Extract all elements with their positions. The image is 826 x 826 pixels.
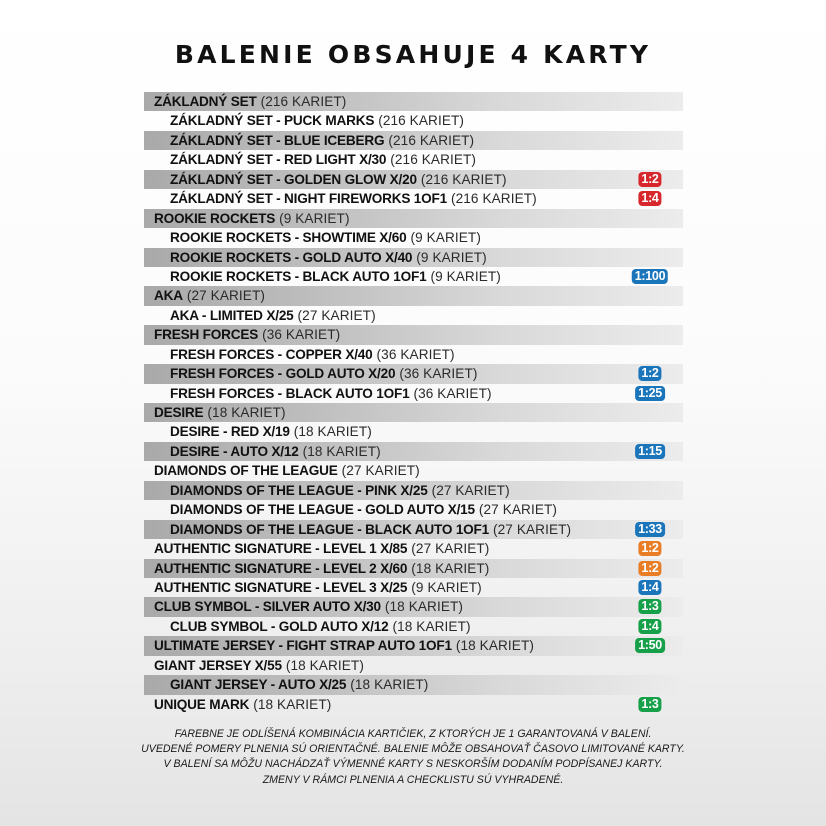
odds-badge: 1:15 bbox=[635, 444, 665, 459]
set-name: DIAMONDS OF THE LEAGUE - GOLD AUTO X/15 bbox=[170, 502, 475, 518]
card-count: (27 KARIET) bbox=[411, 541, 490, 557]
card-count: (27 KARIET) bbox=[186, 288, 266, 304]
card-count: (9 KARIET) bbox=[416, 249, 487, 265]
odds-badge: 1:2 bbox=[638, 561, 661, 576]
disclaimer-line: UVEDENÉ POMERY PLNENIA SÚ ORIENTAČNÉ. BALENIE MÔŽE OBSAHOVAŤ ČASOVO LIMITOVANÉ KARTY. bbox=[141, 743, 685, 756]
row-text bbox=[170, 481, 510, 500]
checklist-parallel-row bbox=[144, 364, 683, 383]
card-count: (36 KARIET) bbox=[262, 327, 341, 343]
card-count: (216 KARIET) bbox=[388, 132, 475, 148]
set-name: AUTHENTIC SIGNATURE - LEVEL 2 X/60 bbox=[154, 560, 408, 576]
card-count: (18 KARIET) bbox=[293, 424, 372, 440]
card-count: (36 KARIET) bbox=[413, 385, 492, 401]
card-count: (9 KARIET) bbox=[430, 268, 501, 284]
card-count: (36 KARIET) bbox=[376, 346, 455, 362]
set-name: FRESH FORCES - GOLD AUTO X/20 bbox=[170, 366, 396, 382]
checklist-parallel-row bbox=[144, 228, 683, 247]
checklist bbox=[144, 92, 683, 714]
checklist-set-row bbox=[144, 656, 683, 675]
title-prefix: BALENIE OBSAHUJE bbox=[174, 40, 511, 69]
disclaimer-line: ZMENY V RÁMCI PLNENIA A CHECKLISTU SÚ VYHRADENÉ. bbox=[262, 773, 564, 786]
card-count: (216 KARIET) bbox=[390, 152, 477, 168]
disclaimer bbox=[0, 727, 826, 788]
checklist-set-row bbox=[144, 597, 683, 616]
card-count: (216 KARIET) bbox=[378, 113, 465, 129]
odds-badge: 1:2 bbox=[638, 541, 661, 556]
row-text bbox=[154, 578, 482, 597]
disclaimer-line: FAREBNE JE ODLÍŠENÁ KOMBINÁCIA KARTIČIEK, Z KTORÝCH JE 1 GARANTOVANÁ V BALENÍ. bbox=[174, 728, 652, 740]
checklist-parallel-row bbox=[144, 422, 683, 441]
set-name: ZÁKLADNÝ SET - RED LIGHT X/30 bbox=[170, 152, 387, 168]
odds-badge: 1:4 bbox=[638, 580, 661, 595]
odds-badge: 1:33 bbox=[635, 522, 665, 537]
set-name: ROOKIE ROCKETS - GOLD AUTO X/40 bbox=[170, 249, 413, 265]
set-name: CLUB SYMBOL - SILVER AUTO X/30 bbox=[154, 599, 381, 615]
disclaimer-line: V BALENÍ SA MÔŽU NACHÁDZAŤ VÝMENNÉ KARTY S NESKORŠÍM DODANÍM PODPÍSANEJ KARTY. bbox=[163, 758, 663, 771]
row-text bbox=[170, 422, 372, 441]
checklist-parallel-row bbox=[144, 111, 683, 130]
row-text bbox=[154, 695, 331, 714]
checklist-set-row bbox=[144, 461, 683, 480]
odds-badge: 1:100 bbox=[632, 269, 668, 284]
row-text bbox=[154, 403, 286, 422]
checklist-parallel-row bbox=[144, 345, 683, 364]
set-name: ROOKIE ROCKETS - BLACK AUTO 1OF1 bbox=[170, 268, 427, 284]
checklist-set-row bbox=[144, 578, 683, 597]
checklist-set-row bbox=[144, 695, 683, 714]
set-name: DIAMONDS OF THE LEAGUE - BLACK AUTO 1OF1 bbox=[170, 521, 490, 537]
card-count: (27 KARIET) bbox=[478, 502, 558, 518]
row-text bbox=[170, 228, 481, 247]
row-text bbox=[170, 189, 537, 208]
checklist-set-row bbox=[144, 403, 683, 422]
card-count: (18 KARIET) bbox=[302, 443, 381, 459]
checklist-set-row bbox=[144, 559, 683, 578]
set-name: FRESH FORCES bbox=[154, 327, 259, 343]
checklist-parallel-row bbox=[144, 520, 683, 539]
set-name: DIAMONDS OF THE LEAGUE bbox=[154, 463, 338, 479]
set-name: ZÁKLADNÝ SET - PUCK MARKS bbox=[170, 113, 375, 129]
checklist-set-row bbox=[144, 636, 683, 655]
set-name: FRESH FORCES - BLACK AUTO 1OF1 bbox=[170, 385, 410, 401]
set-name: CLUB SYMBOL - GOLD AUTO X/12 bbox=[170, 618, 389, 634]
set-name: AKA - LIMITED X/25 bbox=[170, 307, 294, 323]
row-text bbox=[154, 325, 340, 344]
row-text bbox=[154, 636, 534, 655]
row-text bbox=[170, 617, 471, 636]
set-name: ULTIMATE JERSEY - FIGHT STRAP AUTO 1OF1 bbox=[154, 638, 452, 654]
odds-badge: 1:4 bbox=[638, 619, 661, 634]
card-count: (9 KARIET) bbox=[411, 579, 482, 595]
row-text bbox=[170, 520, 571, 539]
checklist-parallel-row bbox=[144, 170, 683, 189]
checklist-set-row bbox=[144, 539, 683, 558]
set-name: ZÁKLADNÝ SET - BLUE ICEBERG bbox=[170, 132, 385, 148]
set-name: AKA bbox=[154, 288, 183, 304]
odds-badge: 1:2 bbox=[638, 172, 661, 187]
set-name: ZÁKLADNÝ SET bbox=[154, 94, 257, 109]
row-text bbox=[170, 364, 477, 383]
row-text bbox=[170, 111, 464, 130]
checklist-parallel-row bbox=[144, 384, 683, 403]
set-name: UNIQUE MARK bbox=[154, 696, 250, 712]
card-count: (18 KARIET) bbox=[253, 696, 332, 712]
row-text bbox=[170, 248, 487, 267]
card-count: (18 KARIET) bbox=[350, 677, 429, 693]
card-count: (9 KARIET) bbox=[279, 210, 350, 226]
set-name: GIANT JERSEY X/55 bbox=[154, 657, 282, 673]
row-text bbox=[170, 267, 501, 286]
set-name: DESIRE bbox=[154, 405, 204, 420]
checklist-set-row bbox=[144, 92, 683, 111]
checklist-set-row bbox=[144, 286, 683, 305]
checklist-parallel-row bbox=[144, 150, 683, 169]
row-text bbox=[154, 92, 346, 111]
row-text bbox=[170, 306, 376, 325]
row-text bbox=[154, 539, 489, 558]
card-count: (27 KARIET) bbox=[341, 463, 420, 479]
set-name: AUTHENTIC SIGNATURE - LEVEL 1 X/85 bbox=[154, 541, 408, 557]
card-count: (216 KARIET) bbox=[450, 191, 537, 207]
row-text bbox=[170, 131, 474, 150]
row-text bbox=[154, 286, 265, 305]
set-name: ZÁKLADNÝ SET - GOLDEN GLOW X/20 bbox=[170, 171, 417, 187]
card-count: (27 KARIET) bbox=[431, 482, 510, 498]
odds-badge: 1:25 bbox=[635, 386, 665, 401]
checklist-parallel-row bbox=[144, 131, 683, 150]
card-count: (18 KARIET) bbox=[285, 657, 364, 673]
checklist-parallel-row bbox=[144, 617, 683, 636]
row-text bbox=[154, 559, 489, 578]
set-name: DESIRE - RED X/19 bbox=[170, 424, 290, 440]
card-count: (18 KARIET) bbox=[455, 638, 534, 654]
card-count: (27 KARIET) bbox=[297, 307, 376, 323]
odds-badge: 1:2 bbox=[638, 366, 661, 381]
set-name: ZÁKLADNÝ SET - NIGHT FIREWORKS 1OF1 bbox=[170, 191, 447, 207]
checklist-parallel-row bbox=[144, 267, 683, 286]
set-name: AUTHENTIC SIGNATURE - LEVEL 3 X/25 bbox=[154, 579, 408, 595]
card-count: (18 KARIET) bbox=[207, 405, 286, 420]
checklist-set-row bbox=[144, 209, 683, 228]
title-card-count: 4 KARTY bbox=[510, 40, 652, 69]
checklist-parallel-row bbox=[144, 442, 683, 461]
checklist-parallel-row bbox=[144, 306, 683, 325]
checklist-parallel-row bbox=[144, 481, 683, 500]
checklist-parallel-row bbox=[144, 189, 683, 208]
odds-badge: 1:3 bbox=[638, 599, 661, 614]
card-count: (9 KARIET) bbox=[410, 230, 481, 246]
set-name: FRESH FORCES - COPPER X/40 bbox=[170, 346, 373, 362]
card-count: (18 KARIET) bbox=[384, 599, 464, 615]
row-text bbox=[154, 597, 463, 616]
row-text bbox=[170, 170, 507, 189]
card-count: (216 KARIET) bbox=[420, 171, 507, 187]
checklist-parallel-row bbox=[144, 248, 683, 267]
checklist-parallel-row bbox=[144, 675, 683, 694]
set-name: DESIRE - AUTO X/12 bbox=[170, 443, 299, 459]
card-count: (27 KARIET) bbox=[493, 521, 572, 537]
row-text bbox=[170, 345, 455, 364]
checklist-set-row bbox=[144, 325, 683, 344]
row-text bbox=[170, 384, 492, 403]
odds-badge: 1:3 bbox=[638, 697, 661, 712]
row-text bbox=[170, 442, 381, 461]
row-text bbox=[170, 150, 476, 169]
row-text bbox=[154, 209, 350, 228]
row-text bbox=[170, 675, 428, 694]
row-text bbox=[154, 461, 420, 480]
card-count: (18 KARIET) bbox=[392, 618, 471, 634]
card-count: (18 KARIET) bbox=[411, 560, 490, 576]
odds-badge: 1:4 bbox=[638, 191, 661, 206]
card-count: (216 KARIET) bbox=[260, 94, 347, 109]
set-name: ROOKIE ROCKETS - SHOWTIME X/60 bbox=[170, 230, 407, 246]
set-name: GIANT JERSEY - AUTO X/25 bbox=[170, 677, 347, 693]
odds-badge: 1:50 bbox=[635, 638, 665, 653]
checklist-parallel-row bbox=[144, 500, 683, 519]
page-title bbox=[0, 40, 826, 69]
set-name: ROOKIE ROCKETS bbox=[154, 210, 276, 226]
set-name: DIAMONDS OF THE LEAGUE - PINK X/25 bbox=[170, 482, 428, 498]
row-text bbox=[154, 656, 364, 675]
card-count: (36 KARIET) bbox=[399, 366, 478, 382]
row-text bbox=[170, 500, 557, 519]
